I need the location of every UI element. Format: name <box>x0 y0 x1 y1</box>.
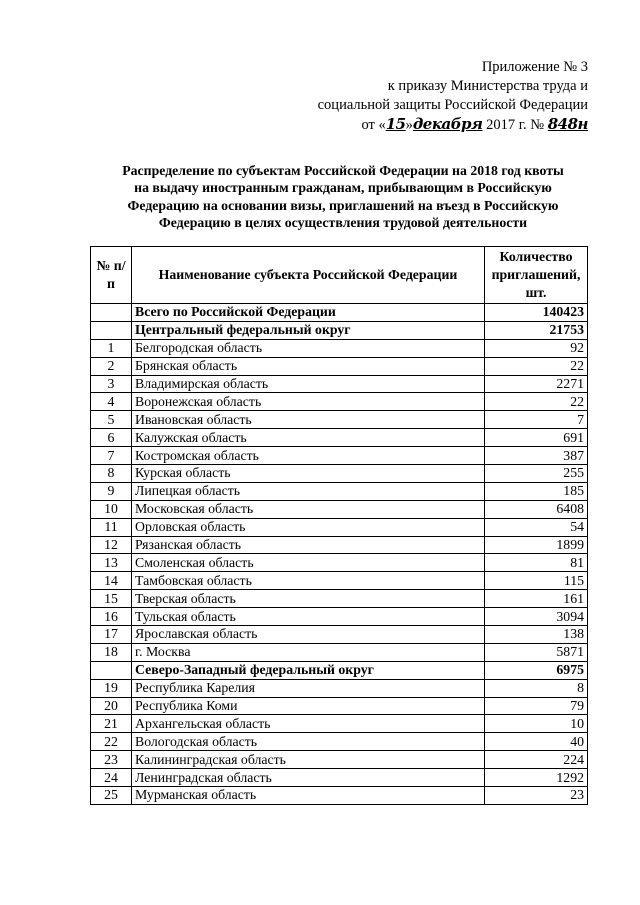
row-number: 1 <box>91 339 132 357</box>
row-number: 16 <box>91 608 132 626</box>
region-quantity: 79 <box>485 697 588 715</box>
district-row <box>91 661 588 679</box>
region-quantity: 10 <box>485 715 588 733</box>
region-name: Ленинградская область <box>132 769 485 787</box>
region-quantity: 5871 <box>485 643 588 661</box>
table-row <box>91 375 588 393</box>
table-row <box>91 339 588 357</box>
row-number: 11 <box>91 518 132 536</box>
table-row <box>91 482 588 500</box>
region-name: Липецкая область <box>132 482 485 500</box>
row-number: 18 <box>91 643 132 661</box>
row-number: 22 <box>91 733 132 751</box>
region-name: Московская область <box>132 500 485 518</box>
region-name: Архангельская область <box>132 715 485 733</box>
appendix-date-line <box>288 115 588 135</box>
table-row <box>91 447 588 465</box>
region-quantity: 185 <box>485 482 588 500</box>
region-quantity: 40 <box>485 733 588 751</box>
row-number: 25 <box>91 787 132 805</box>
region-name: Мурманская область <box>132 787 485 805</box>
total-num-cell <box>91 304 132 322</box>
region-quantity: 691 <box>485 429 588 447</box>
table-row <box>91 679 588 697</box>
region-name: Курская область <box>132 465 485 483</box>
table-row <box>91 429 588 447</box>
row-number: 20 <box>91 697 132 715</box>
row-number: 10 <box>91 500 132 518</box>
table-row <box>91 393 588 411</box>
region-name: Рязанская область <box>132 536 485 554</box>
row-number: 2 <box>91 357 132 375</box>
region-name: Тульская область <box>132 608 485 626</box>
district-num-cell <box>91 321 132 339</box>
region-name: Владимирская область <box>132 375 485 393</box>
region-name: Калининградская область <box>132 751 485 769</box>
row-number: 9 <box>91 482 132 500</box>
table-row <box>91 411 588 429</box>
table-row <box>91 769 588 787</box>
row-number: 24 <box>91 769 132 787</box>
region-quantity: 92 <box>485 339 588 357</box>
table-row <box>91 643 588 661</box>
row-number: 8 <box>91 465 132 483</box>
date-mid: » <box>405 117 413 133</box>
region-name: Вологодская область <box>132 733 485 751</box>
region-name: Брянская область <box>132 357 485 375</box>
region-quantity: 3094 <box>485 608 588 626</box>
region-name: Тверская область <box>132 590 485 608</box>
row-number: 19 <box>91 679 132 697</box>
district-num-cell <box>91 661 132 679</box>
region-quantity: 115 <box>485 572 588 590</box>
appendix-header <box>288 58 588 135</box>
region-name: Тамбовская область <box>132 572 485 590</box>
district-label: Северо-Западный федеральный округ <box>132 661 485 679</box>
row-number: 14 <box>91 572 132 590</box>
title-line: Федерацию на основании визы, приглашений на въезд в Российскую <box>127 197 559 213</box>
region-quantity: 138 <box>485 626 588 644</box>
table-row <box>91 715 588 733</box>
row-number: 5 <box>91 411 132 429</box>
region-quantity: 7 <box>485 411 588 429</box>
region-name: Калужская область <box>132 429 485 447</box>
region-name: Ярославская область <box>132 626 485 644</box>
district-label: Центральный федеральный округ <box>132 321 485 339</box>
table-row <box>91 733 588 751</box>
date-prefix: от « <box>361 117 386 133</box>
header-col-quantity: Количество приглашений, шт. <box>485 247 588 304</box>
appendix-order-ref: к приказу Министерства труда и <box>387 78 588 94</box>
date-month-handwritten: декабря <box>412 115 483 133</box>
district-total: 21753 <box>485 321 588 339</box>
appendix-number: Приложение № 3 <box>481 59 588 75</box>
region-name: Республика Коми <box>132 697 485 715</box>
row-number: 23 <box>91 751 132 769</box>
region-name: Смоленская область <box>132 554 485 572</box>
row-number: 17 <box>91 626 132 644</box>
region-quantity: 387 <box>485 447 588 465</box>
row-number: 7 <box>91 447 132 465</box>
row-number: 6 <box>91 429 132 447</box>
header-col-number: № п/п <box>91 247 132 304</box>
table-header-row <box>91 247 588 304</box>
row-number: 12 <box>91 536 132 554</box>
appendix-ministry: социальной защиты Российской Федерации <box>317 97 588 113</box>
region-quantity: 1899 <box>485 536 588 554</box>
region-name: Белгородская область <box>132 339 485 357</box>
row-number: 3 <box>91 375 132 393</box>
row-number: 15 <box>91 590 132 608</box>
region-quantity: 81 <box>485 554 588 572</box>
region-quantity: 6408 <box>485 500 588 518</box>
region-quantity: 255 <box>485 465 588 483</box>
region-quantity: 54 <box>485 518 588 536</box>
total-value: 140423 <box>485 304 588 322</box>
title-line: Распределение по субъектам Российской Федерации на 2018 год квоты <box>122 163 564 178</box>
table-row <box>91 608 588 626</box>
quota-table <box>90 246 588 805</box>
table-row <box>91 536 588 554</box>
region-name: Воронежская область <box>132 393 485 411</box>
date-day-handwritten: 15 <box>385 115 406 133</box>
total-row <box>91 304 588 322</box>
title-line: Федерацию в целях осуществления трудовой деятельности <box>158 215 528 231</box>
district-row <box>91 321 588 339</box>
row-number: 21 <box>91 715 132 733</box>
table-row <box>91 590 588 608</box>
table-row <box>91 626 588 644</box>
row-number: 4 <box>91 393 132 411</box>
region-quantity: 8 <box>485 679 588 697</box>
table-row <box>91 465 588 483</box>
table-row <box>91 518 588 536</box>
region-quantity: 1292 <box>485 769 588 787</box>
title-line: на выдачу иностранным гражданам, прибывающим в Российскую <box>134 180 552 196</box>
region-name: Костромская область <box>132 447 485 465</box>
region-name: г. Москва <box>132 643 485 661</box>
region-name: Орловская область <box>132 518 485 536</box>
row-number: 13 <box>91 554 132 572</box>
district-total: 6975 <box>485 661 588 679</box>
region-quantity: 22 <box>485 393 588 411</box>
table-row <box>91 357 588 375</box>
table-row <box>91 500 588 518</box>
table-row <box>91 751 588 769</box>
table-row <box>91 697 588 715</box>
region-quantity: 161 <box>485 590 588 608</box>
table-row <box>91 787 588 805</box>
order-number-handwritten: 848н <box>547 115 588 133</box>
table-body <box>91 304 588 805</box>
table-row <box>91 554 588 572</box>
region-name: Республика Карелия <box>132 679 485 697</box>
date-year: 2017 г. № <box>482 117 548 133</box>
region-quantity: 2271 <box>485 375 588 393</box>
region-name: Ивановская область <box>132 411 485 429</box>
table-row <box>91 572 588 590</box>
total-label: Всего по Российской Федерации <box>132 304 485 322</box>
header-col-name: Наименование субъекта Российской Федерации <box>132 247 485 304</box>
document-title <box>88 162 598 232</box>
region-quantity: 23 <box>485 787 588 805</box>
region-quantity: 224 <box>485 751 588 769</box>
region-quantity: 22 <box>485 357 588 375</box>
